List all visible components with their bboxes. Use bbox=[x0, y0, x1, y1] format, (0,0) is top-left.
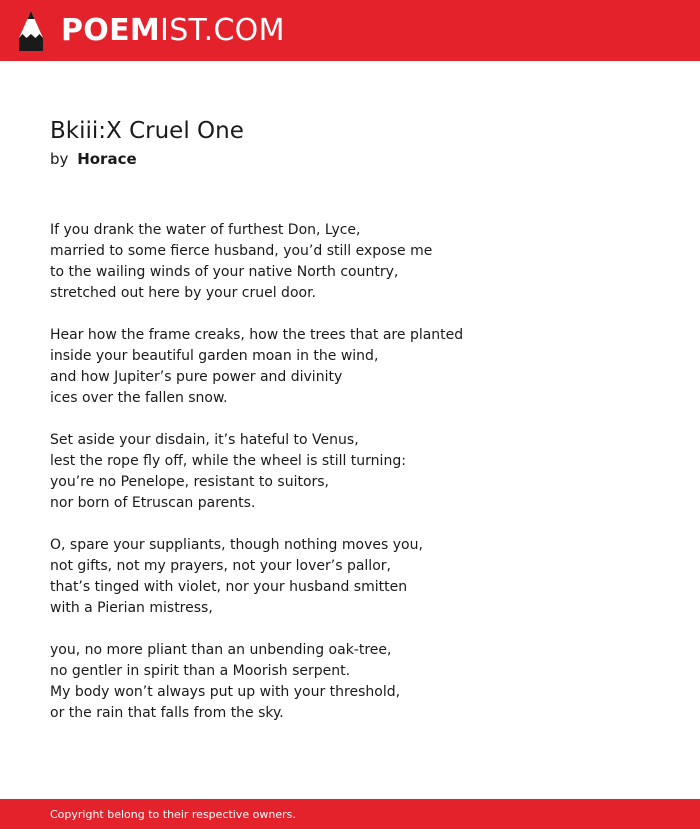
poem-line: with a Pierian mistress, bbox=[50, 600, 213, 616]
poem-title: Bkiii:X Cruel One bbox=[50, 118, 244, 144]
poem-line: nor born of Etruscan parents. bbox=[50, 495, 256, 511]
stanza bbox=[50, 430, 660, 514]
logo-text-light: IST.COM bbox=[160, 12, 285, 48]
poem-line: O, spare your suppliants, though nothing moves you, bbox=[50, 537, 423, 553]
site-logo-text bbox=[61, 12, 285, 48]
poem-line: to the wailing winds of your native North country, bbox=[50, 264, 399, 280]
stanza bbox=[50, 220, 660, 304]
poem-line: and how Jupiter’s pure power and divinity bbox=[50, 369, 343, 385]
site-footer bbox=[0, 799, 700, 829]
by-label: by bbox=[50, 150, 69, 168]
site-header bbox=[0, 0, 700, 61]
site-logo-link[interactable] bbox=[0, 0, 285, 61]
poem-content bbox=[50, 114, 660, 745]
poem-line: you’re no Penelope, resistant to suitors, bbox=[50, 474, 330, 490]
poem-line: ices over the fallen snow. bbox=[50, 390, 228, 406]
poem-line: lest the rope fly off, while the wheel is still turning: bbox=[50, 453, 406, 469]
stanza bbox=[50, 325, 660, 409]
poem-byline bbox=[50, 148, 660, 170]
poem-line: that’s tinged with violet, nor your husband smitten bbox=[50, 579, 408, 595]
poem-body bbox=[50, 220, 660, 724]
stanza bbox=[50, 640, 660, 724]
poem-line: If you drank the water of furthest Don, Lyce, bbox=[50, 222, 361, 238]
pencil-tip-icon bbox=[18, 10, 44, 52]
poem-line: no gentler in spirit than a Moorish serpent. bbox=[50, 663, 351, 679]
logo-text-bold: POEM bbox=[61, 12, 161, 48]
poem-line: stretched out here by your cruel door. bbox=[50, 285, 316, 301]
poem-line: or the rain that falls from the sky. bbox=[50, 705, 284, 721]
stanza bbox=[50, 535, 660, 619]
author-link[interactable]: Horace bbox=[77, 150, 137, 168]
poem-line: you, no more pliant than an unbending oak-tree, bbox=[50, 642, 392, 658]
poem-line: Set aside your disdain, it’s hateful to Venus, bbox=[50, 432, 359, 448]
poem-line: married to some fierce husband, you’d still expose me bbox=[50, 243, 433, 259]
poem-line: inside your beautiful garden moan in the wind, bbox=[50, 348, 379, 364]
poem-line: not gifts, not my prayers, not your lover’s pallor, bbox=[50, 558, 391, 574]
poem-line: My body won’t always put up with your threshold, bbox=[50, 684, 401, 700]
copyright-text: Copyright belong to their respective owners. bbox=[50, 807, 296, 821]
poem-line: Hear how the frame creaks, how the trees that are planted bbox=[50, 327, 464, 343]
